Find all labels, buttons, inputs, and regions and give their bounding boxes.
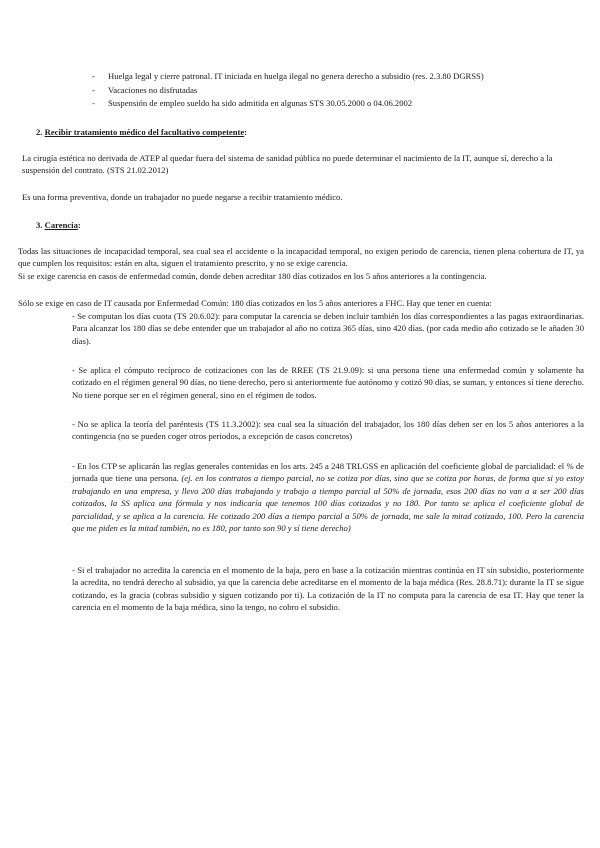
carencia-item-4-text: - En los CTP se aplicarán las reglas generales contenidas en los arts. 245 a 248 TRLGSS en aplicación del coeficiente global de parcialidad: el % de jornada que tiene una persona.	[72, 461, 584, 484]
section-3-paragraph-2: Si se exige carencia en casos de enfermedad común, donde deben acreditar 180 días cotizados en los 5 años anteriores a la contingencia.	[18, 271, 487, 281]
section-3-heading	[36, 219, 81, 231]
bullet-marker: -	[92, 98, 95, 108]
section-3-colon: :	[77, 220, 81, 230]
carencia-item-4-example: (ej. en los contratos a tiempo parcial, no se cotiza por días, sino que se cotiza por horas, de forma que si yo estoy trabajando en una empresa, y llevo 200 días trabajando y trabajo a tiempo parcial al 50% de jornada, esos 200 días no van a a ser 200 días cotizados, la SS aplica una fórmula y nos indicaría que tenemos 100 días cotizados y no 180. Por tanto se aplica el coeficiente global de parcialidad, y se aplica a la carencia. He cotizado 200 días a tiempo parcial a 50% de jornada, me sale la mitad cotizado, 100. Pero la carencia que me piden es la mitad también, no es 180, por tanto son 90 y sí tiene derecho)	[72, 473, 584, 534]
carencia-item-1: - Se computan los días cuota (TS 20.6.02): para computar la carencia se deben incluir también los días correspondientes a las pagas extraordinarias. Para alcanzar los 180 días se debe entender que un trabajador al año no cotiza 365 días, sino 420 días. (por cada medio año cotizado se le añaden 30 días).	[72, 311, 584, 346]
section-3-paragraph-1: Todas las situaciones de incapacidad temporal, sea cual sea el accidente o la incapacidad temporal, no exigen periodo de carencia, tienen plena cobertura de IT, ya que cumplen los requisitos: están en alta, siguen el tratamiento prescrito, y no se exige carencia.	[18, 246, 584, 269]
list-item	[92, 97, 572, 111]
carencia-item-5: - Si el trabajador no acredita la carencia en el momento de la baja, pero en base a la cotización mientras continúa en IT sin subsidio, posteriormente la acredita, no tendrá derecho al subsidio, ya que la carencia debe acreditarse en el momento de la baja médica (Res. 28.8.71): durante la IT se sigue cotizando, es la gracia (cobras subsidio y siguen cotizando por ti). La cotización de la IT no computa para la carencia de esa IT. Hay que tener la carencia en el momento de la baja médica, sino la tengo, no cobro el subsidio.	[72, 565, 584, 613]
list-item-text: Suspensión de empleo sueldo ha sido admitida en algunas STS 30.05.2000 o 04.06.2002	[108, 98, 413, 108]
section-3-paragraph-3: Sólo se exige en caso de IT causada por Enfermedad Común: 180 días cotizados en los 5 años anteriores a FHC. Hay que tener en cuenta:	[18, 298, 492, 308]
bullet-marker: -	[92, 84, 95, 95]
section-2-heading	[36, 126, 247, 138]
section-2-number: 2.	[36, 127, 43, 137]
bullet-marker: -	[92, 71, 95, 81]
bullet-list	[92, 70, 572, 111]
section-3-number: 3.	[36, 220, 43, 230]
list-item	[92, 84, 572, 98]
section-3-title: Carencia	[44, 220, 78, 230]
section-2-paragraph-1: La cirugía estética no derivada de ATEP al quedar fuera del sistema de sanidad pública no puede determinar el nacimiento de la IT, aunque sí, derecho a la suspensión del contrato. (STS 21.02.2012)	[22, 153, 553, 176]
carencia-item-2: - Se aplica el cómputo recíproco de cotizaciones con las de RREE (TS 21.9.09): si una persona tiene una enfermedad común y solamente ha cotizado en el régimen general 90 días, no tiene derecho, pero si anteriormente fue autónomo y cotizó 90 días, se suman, y entonces sí tiene derecho. No tiene porque ser en el régimen general, sino en el régimen de todos.	[72, 365, 584, 400]
list-item	[92, 70, 572, 84]
list-item-text: Vacaciones no disfrutadas	[108, 84, 198, 95]
carencia-item-4	[72, 460, 584, 534]
carencia-item-3: - No se aplica la teoría del paréntesis (TS 11.3.2002): sea cual sea la situación del trabajador, los 180 días deben ser en los 5 años anteriores a la contingencia (no se pueden coger otros periodos, a excepción de casos concretos)	[72, 419, 584, 442]
section-2-paragraph-2: Es una forma preventiva, donde un trabajador no puede negarse a recibir tratamiento médico.	[22, 192, 343, 202]
section-2-colon: :	[244, 127, 248, 137]
section-2-title: Recibir tratamiento médico del facultativo competente	[44, 127, 245, 137]
list-item-text: Huelga legal y cierre patronal. IT iniciada en huelga ilegal no genera derecho a subsidio (res. 2.3.80 DGRSS)	[108, 71, 484, 81]
